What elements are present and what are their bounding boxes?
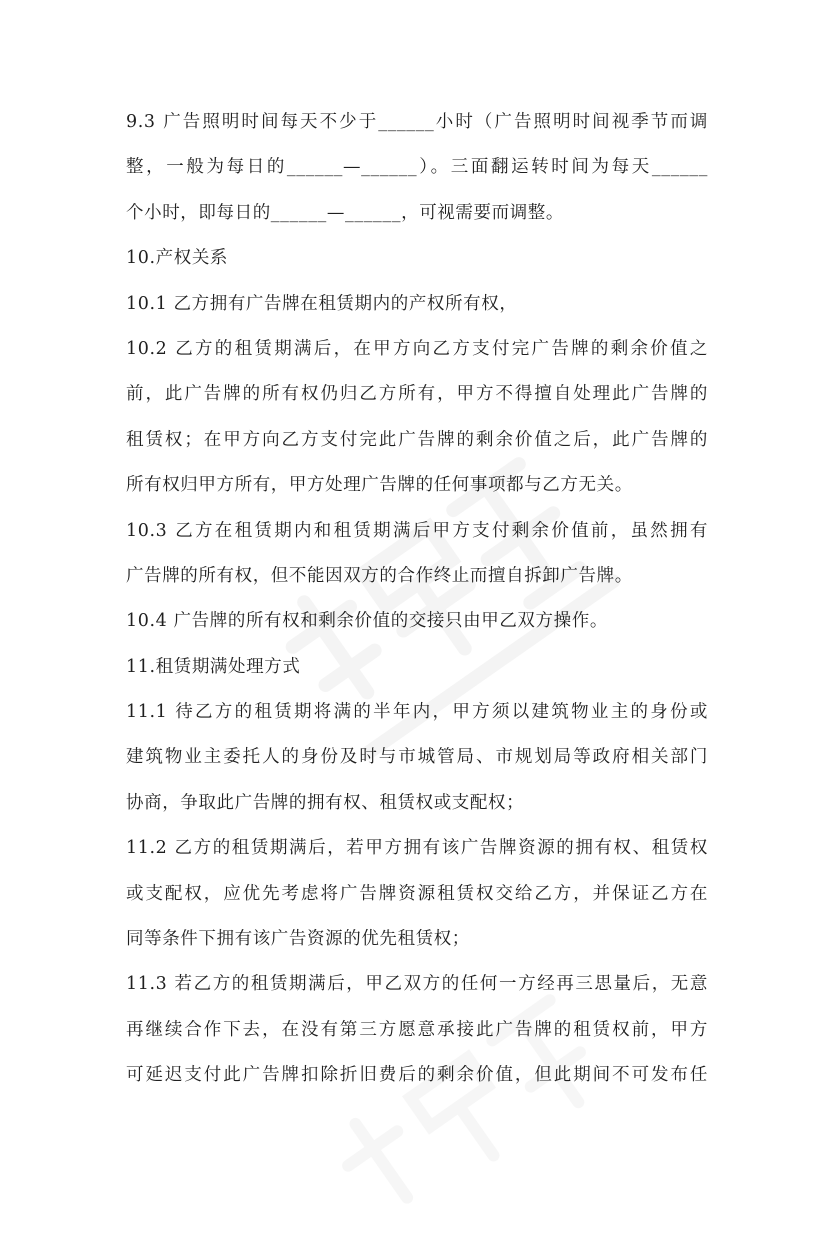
clause-10-2-line-2: 前，此广告牌的所有权仍归乙方所有，甲方不得擅自处理此广告牌的 (126, 384, 708, 405)
clause-11-3-line-3: 可延迟支付此广告牌扣除折旧费后的剩余价值，但此期间不可发布任 (126, 1065, 708, 1086)
text-line-2: 整，一般为每日的______—______）。三面翻运转时间为每天______ (126, 157, 708, 178)
clause-11-3-line-1: 11.3 若乙方的租赁期满后，甲乙双方的任何一方经再三思量后，无意 (126, 974, 708, 995)
clause-10-2-line-1: 10.2 乙方的租赁期满后，在甲方向乙方支付完广告牌的剩余价值之 (126, 338, 708, 359)
document-body (126, 100, 708, 1099)
section-heading-11: 11.租赁期满处理方式 (126, 656, 301, 677)
clause-11-1-line-2: 建筑物业主委托人的身份及时与市城管局、市规划局等政府相关部门 (126, 747, 708, 768)
clause-11-2-line-1: 11.2 乙方的租赁期满后，若甲方拥有该广告牌资源的拥有权、租赁权 (126, 838, 708, 859)
section-heading-10: 10.产权关系 (126, 248, 229, 269)
text-line-3: 个小时，即每日的______—______，可视需要而调整。 (126, 202, 564, 223)
clause-10-1: 10.1 乙方拥有广告牌在租赁期内的产权所有权， (126, 293, 518, 314)
clause-10-4: 10.4 广告牌的所有权和剩余价值的交接只由甲乙双方操作。 (126, 611, 608, 632)
clause-11-2-line-2: 或支配权，应优先考虑将广告牌资源租赁权交给乙方，并保证乙方在 (126, 883, 708, 904)
text-line-1: 9.3 广告照明时间每天不少于______小时（广告照明时间视季节而调 (126, 112, 708, 132)
clause-10-2-line-3: 租赁权；在甲方向乙方支付完此广告牌的剩余价值之后，此广告牌的 (126, 429, 708, 450)
clause-11-2-line-3: 同等条件下拥有该广告资源的优先租赁权； (126, 929, 470, 950)
clause-11-1-line-3: 协商，争取此广告牌的拥有权、租赁权或支配权； (126, 792, 525, 813)
clause-10-3-line-1: 10.3 乙方在租赁期内和租赁期满后甲方支付剩余价值前，虽然拥有 (126, 520, 708, 541)
clause-11-1-line-1: 11.1 待乙方的租赁期将满的半年内，甲方须以建筑物业主的身份或 (126, 702, 708, 723)
clause-11-3-line-2: 再继续合作下去，在没有第三方愿意承接此广告牌的租赁权前，甲方 (126, 1019, 708, 1040)
clause-10-2-line-4: 所有权归甲方所有，甲方处理广告牌的任何事项都与乙方无关。 (126, 475, 633, 496)
clause-10-3-line-2: 广告牌的所有权，但不能因双方的合作终止而擅自拆卸广告牌。 (126, 565, 633, 586)
